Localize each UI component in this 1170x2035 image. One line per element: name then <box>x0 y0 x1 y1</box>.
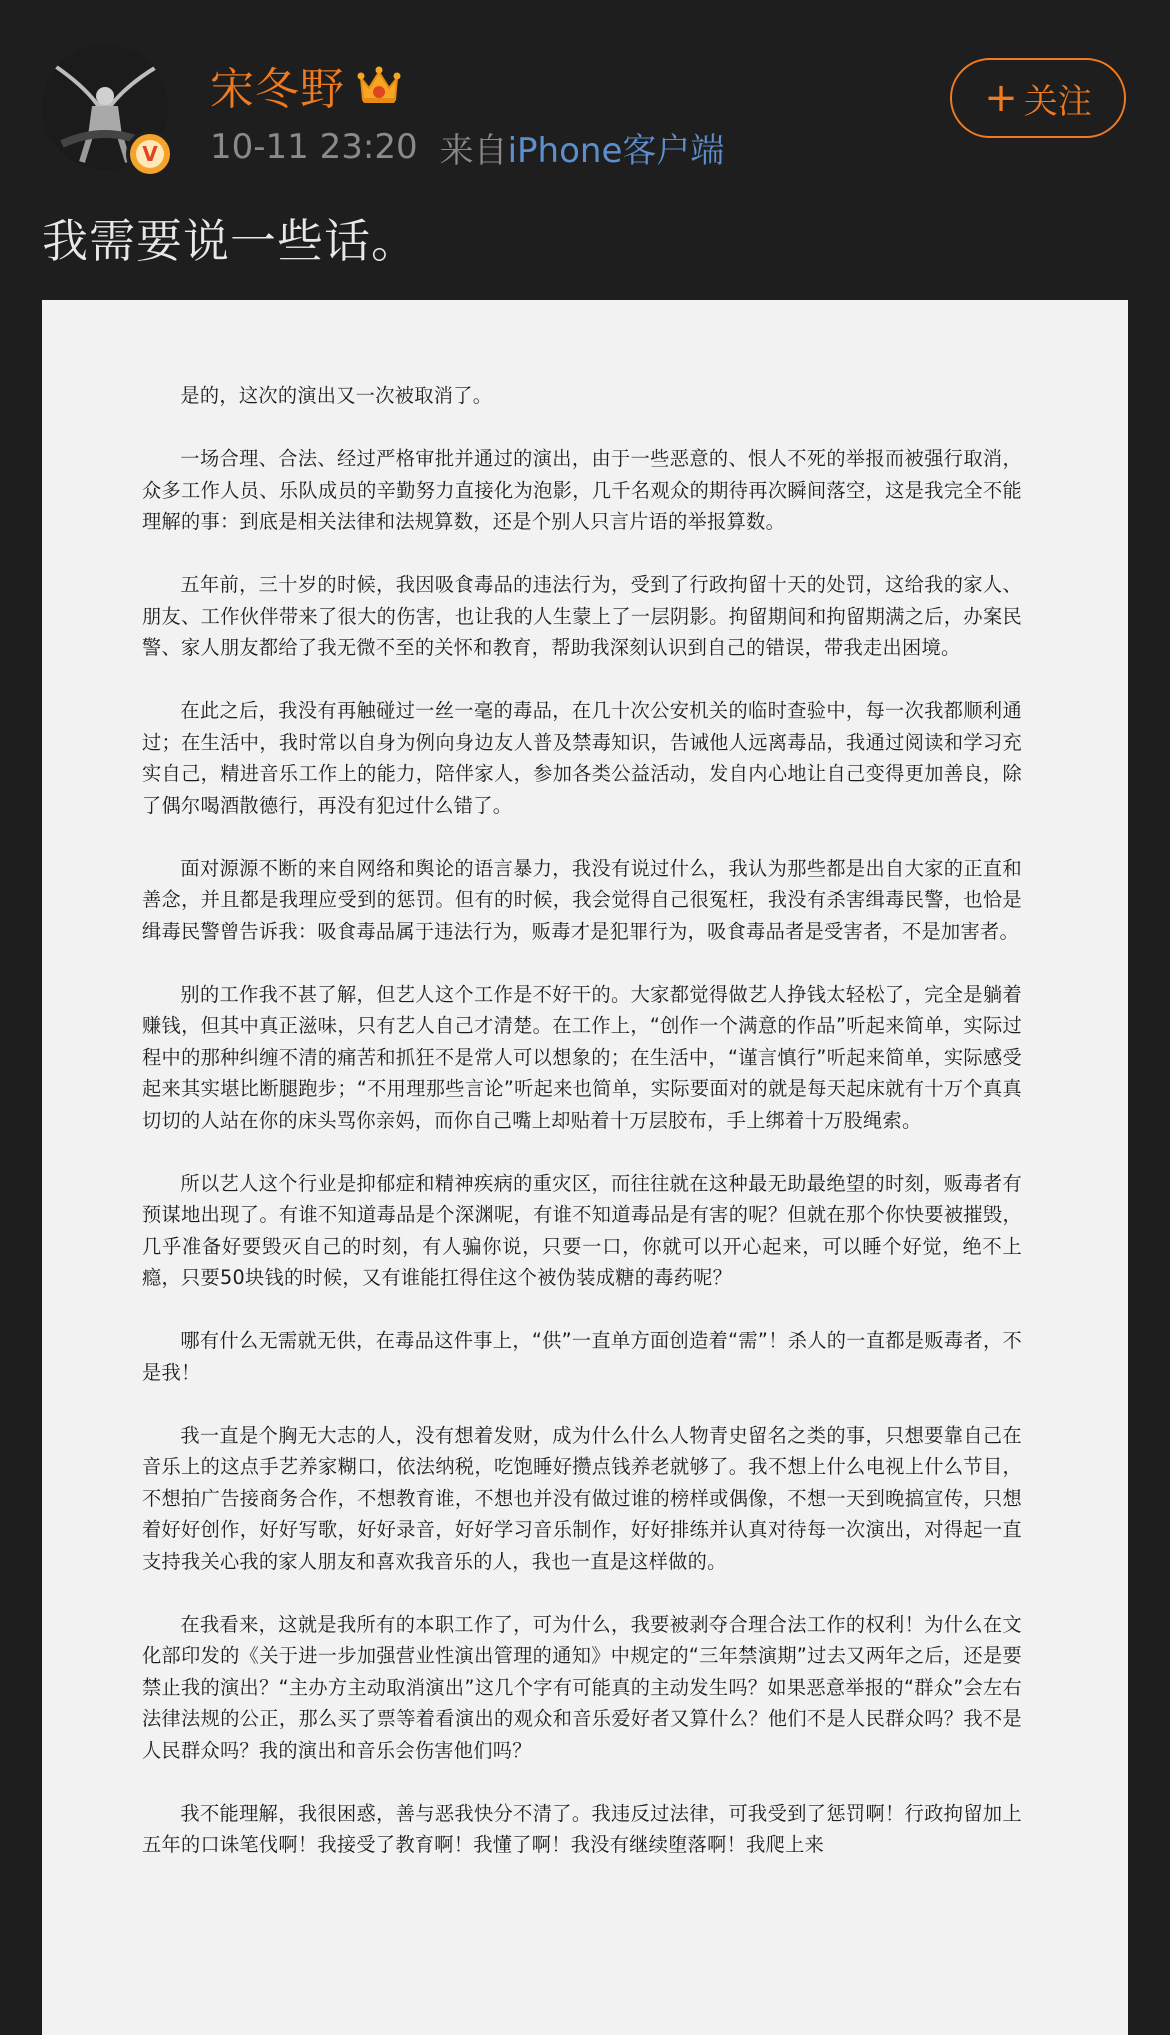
statement-paragraph: 在我看来，这就是我所有的本职工作了，可为什么，我要被剥夺合理合法工作的权利！为什么在文化部印发的《关于进一步加强营业性演出管理的通知》中规定的“三年禁演期”过去又两年之后，还是要禁止我的演出？“主办方主动取消演出”这几个字有可能真的主动发生吗？如果恶意举报的“群众”会左右法律法规的公正，那么买了票等着看演出的观众和音乐爱好者又算什么？他们不是人民群众吗？我不是人民群众吗？我的演出和音乐会伤害他们吗？ <box>142 1612 1022 1762</box>
source-prefix: 来自 <box>439 130 508 171</box>
statement-paragraph: 哪有什么无需就无供，在毒品这件事上，“供”一直单方面创造着“需”！杀人的一直都是贩毒者，不是我！ <box>142 1329 1022 1384</box>
statement-paragraph: 在此之后，我没有再触碰过一丝一毫的毒品，在几十次公安机关的临时查验中，每一次我都顺利通过；在生活中，我时常以自身为例向身边友人普及禁毒知识，告诫他人远离毒品，我通过阅读和学习充实自己，精进音乐工作上的能力，陪伴家人，参加各类公益活动，发自内心地让自己变得更加善良，除了偶尔喝酒散德行，再没有犯过什么错了。 <box>142 699 1022 817</box>
follow-label: 关注 <box>1023 81 1092 122</box>
statement-paragraph: 我一直是个胸无大志的人，没有想着发财，成为什么什么人物青史留名之类的事，只想要靠自己在音乐上的这点手艺养家糊口，依法纳税，吃饱睡好攒点钱养老就够了。我不想上什么电视上什么节目，不想拍广告接商务合作，不想教育谁，不想也并没有做过谁的榜样或偶像，不想一天到晚搞宣传，只想着好好创作，好好写歌，好好录音，好好学习音乐制作，好好排练并认真对待每一次演出，对得起一直支持我关心我的家人朋友和喜欢我音乐的人，我也一直是这样做的。 <box>142 1423 1022 1573</box>
source-client-link[interactable]: iPhone客户端 <box>507 130 725 171</box>
statement-paragraph: 是的，这次的演出又一次被取消了。 <box>180 384 493 407</box>
post-timestamp: 10-11 23:20 <box>210 127 418 167</box>
post-text: 我需要说一些话。 <box>42 214 418 268</box>
crown-icon[interactable] <box>355 62 403 108</box>
follow-button[interactable] <box>950 58 1126 138</box>
post-meta <box>210 124 724 170</box>
verified-badge-glyph: V <box>136 140 164 168</box>
post-image[interactable] <box>42 300 1128 2035</box>
statement-paragraph: 别的工作我不甚了解，但艺人这个工作是不好干的。大家都觉得做艺人挣钱太轻松了，完全是躺着赚钱，但其中真正滋味，只有艺人自己才清楚。在工作上，“创作一个满意的作品”听起来简单，实际过程中的那种纠缠不清的痛苦和抓狂不是常人可以想象的；在生活中，“谨言慎行”听起来简单，实际感受起来其实堪比断腿跑步；“不用理那些言论”听起来也简单，实际要面对的就是每天起床就有十万个真真切切的人站在你的床头骂你亲妈，而你自己嘴上却贴着十万层胶布，手上绑着十万股绳索。 <box>142 982 1022 1132</box>
verified-badge-icon <box>126 130 174 178</box>
statement-document <box>142 380 1022 1892</box>
username[interactable]: 宋冬野 <box>210 64 345 115</box>
statement-paragraph: 面对源源不断的来自网络和舆论的语言暴力，我没有说过什么，我认为那些都是出自大家的正直和善念，并且都是我理应受到的惩罚。但有的时候，我会觉得自己很冤枉，我没有杀害缉毒民警，也恰是缉毒民警曾告诉我：吸食毒品属于违法行为，贩毒才是犯罪行为，吸食毒品者是受害者，不是加害者。 <box>142 856 1022 943</box>
statement-paragraph: 所以艺人这个行业是抑郁症和精神疾病的重灾区，而往往就在这种最无助最绝望的时刻，贩毒者有预谋地出现了。有谁不知道毒品是个深渊呢，有谁不知道毒品是有害的呢？但就在那个你快要被摧毁，几乎准备好要毁灭自己的时刻，有人骗你说，只要一口，你就可以开心起来，可以睡个好觉，绝不上瘾，只要50块钱的时候，又有谁能扛得住这个被伪装成糖的毒药呢？ <box>142 1171 1022 1289</box>
username-row <box>210 54 403 116</box>
statement-paragraph: 一场合理、合法、经过严格审批并通过的演出，由于一些恶意的、恨人不死的举报而被强行取消，众多工作人员、乐队成员的辛勤努力直接化为泡影，几千名观众的期待再次瞬间落空，这是我完全不能理解的事：到底是相关法律和法规算数，还是个别人只言片语的举报算数。 <box>142 447 1022 533</box>
statement-paragraph: 五年前，三十岁的时候，我因吸食毒品的违法行为，受到了行政拘留十天的处罚，这给我的家人、朋友、工作伙伴带来了很大的伤害，也让我的人生蒙上了一层阴影。拘留期间和拘留期满之后，办案民警、家人朋友都给了我无微不至的关怀和教育，帮助我深刻认识到自己的错误，带我走出困境。 <box>142 573 1022 659</box>
plus-icon: + <box>984 75 1018 121</box>
statement-paragraph: 我不能理解，我很困惑，善与恶我快分不清了。我违反过法律，可我受到了惩罚啊！行政拘留加上五年的口诛笔伐啊！我接受了教育啊！我懂了啊！我没有继续堕落啊！我爬上来 <box>142 1801 1022 1856</box>
